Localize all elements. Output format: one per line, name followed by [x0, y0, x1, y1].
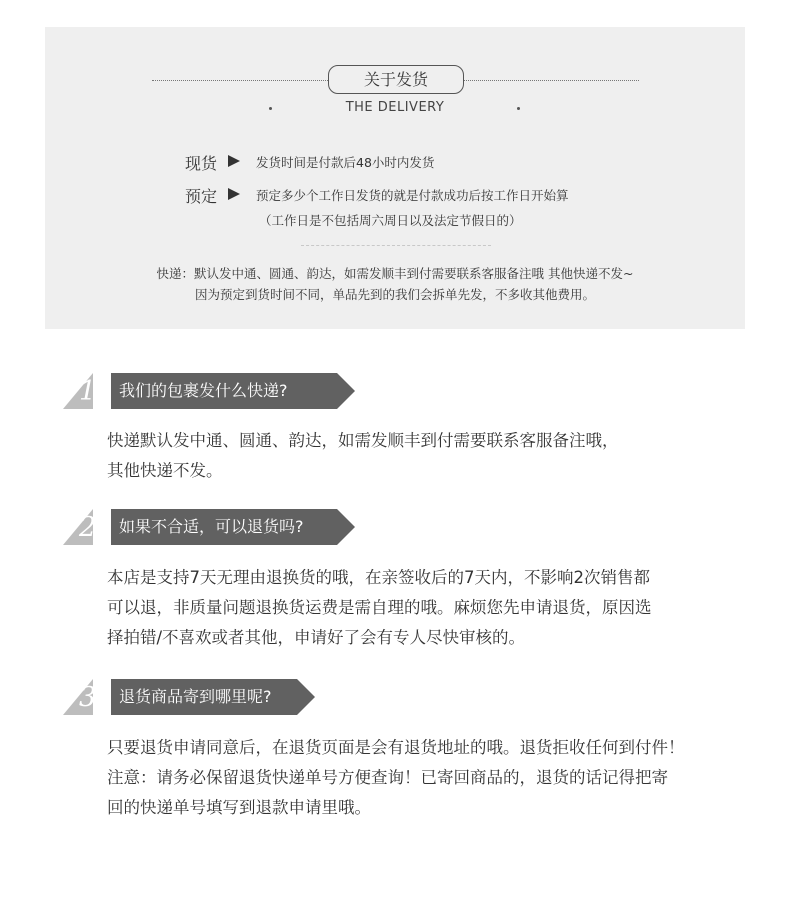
delivery-subtitle: THE DELIVERY — [345, 100, 445, 115]
arrow-right-icon — [228, 188, 240, 200]
preorder-text: 预定多少个工作日发货的就是付款成功后按工作日开始算 — [256, 188, 569, 203]
faq-number: 1 — [79, 376, 97, 407]
faq-bar-tip — [337, 509, 355, 545]
answer-line: 可以退，非质量问题退换货运费是需自理的哦。麻烦您先申请退货，原因选 — [107, 598, 652, 617]
faq-question: 我们的包裹发什么快递? — [111, 373, 337, 409]
faq-answer-2 — [107, 563, 652, 653]
delivery-title: 关于发货 — [328, 65, 464, 94]
answer-line: 快递默认发中通、圆通、韵达，如需发顺丰到付需要联系客服备注哦， — [107, 431, 619, 450]
delivery-panel — [45, 27, 745, 329]
answer-line: 本店是支持7天无理由退换货的哦，在亲签收后的7天内，不影响2次销售都 — [107, 568, 650, 587]
answer-line: 其他快递不发。 — [107, 461, 223, 480]
in-stock-label: 现货 — [185, 154, 218, 173]
title-divider-right — [463, 80, 639, 81]
dashed-divider — [301, 245, 491, 246]
answer-line: 择拍错/不喜欢或者其他，申请好了会有专人尽快审核的。 — [107, 628, 526, 647]
arrow-right-icon — [228, 155, 240, 167]
in-stock-text: 发货时间是付款后48小时内发货 — [256, 155, 435, 170]
decor-dot-right — [517, 107, 520, 110]
decor-dot-left — [269, 107, 272, 110]
faq-bar-tip — [297, 679, 315, 715]
faq-answer-1 — [107, 426, 619, 486]
preorder-note: （工作日是不包括周六周日以及法定节假日的） — [259, 213, 522, 228]
answer-line: 注意：请务必保留退货快递单号方便查询！已寄回商品的，退货的话记得把寄 — [107, 768, 668, 787]
faq-question: 如果不合适，可以退货吗? — [111, 509, 337, 545]
title-divider-left — [152, 80, 328, 81]
faq-answer-3 — [107, 733, 685, 823]
courier-note-line2: 因为预定到货时间不同，单品先到的我们会拆单先发，不多收其他费用。 — [194, 287, 595, 302]
faq-number: 3 — [79, 682, 97, 713]
preorder-label: 预定 — [185, 187, 218, 206]
faq-question: 退货商品寄到哪里呢? — [111, 679, 297, 715]
answer-line: 只要退货申请同意后，在退货页面是会有退货地址的哦。退货拒收任何到付件！ — [107, 738, 685, 757]
courier-note-line1: 快递：默认发中通、圆通、韵达，如需发顺丰到付需要联系客服备注哦 其他快递不发~ — [156, 266, 634, 281]
faq-bar-tip — [337, 373, 355, 409]
answer-line: 回的快递单号填写到退款申请里哦。 — [107, 798, 371, 817]
faq-number: 2 — [79, 512, 97, 543]
